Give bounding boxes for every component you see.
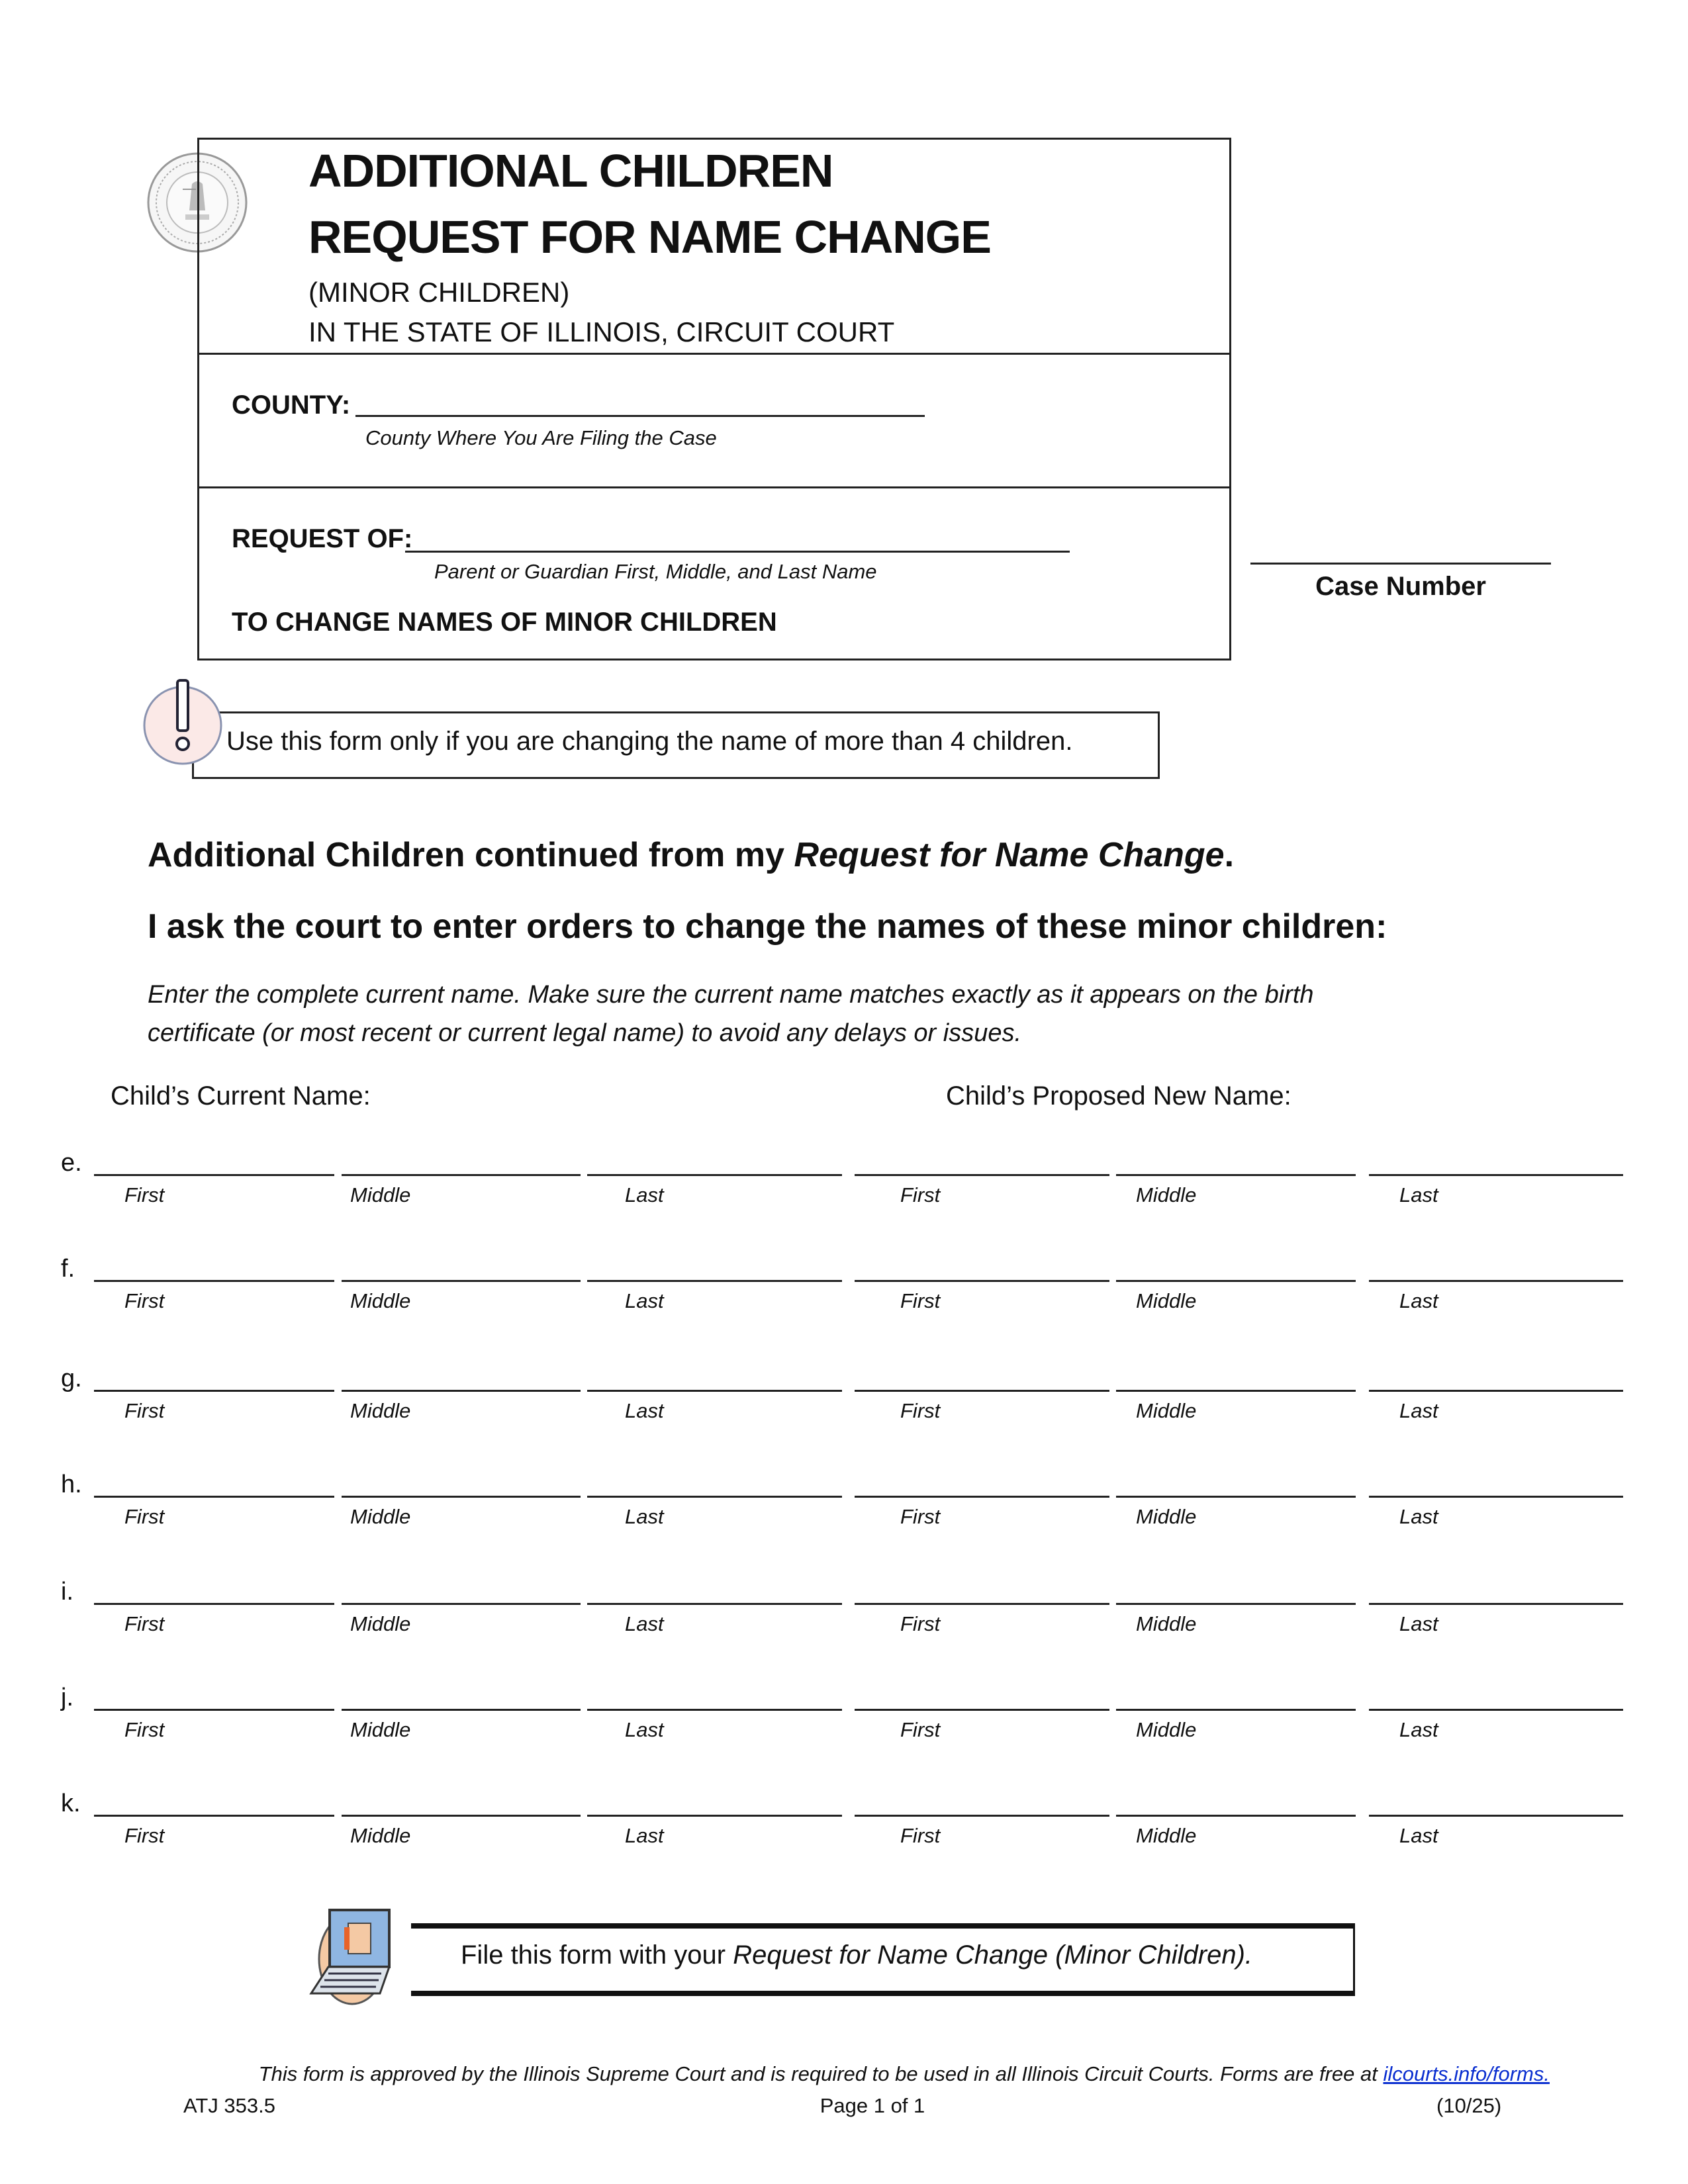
proposed-first-caption: First [900,1612,941,1635]
proposed-last-caption: Last [1399,1399,1438,1422]
current-last-caption: Last [625,1505,664,1528]
current-last-field[interactable] [587,1280,842,1282]
current-middle-caption: Middle [350,1183,411,1206]
current-middle-field[interactable] [342,1709,581,1711]
current-first-caption: First [124,1718,165,1741]
current-middle-field[interactable] [342,1390,581,1392]
current-last-caption: Last [625,1289,664,1312]
revision-date: (10/25) [1436,2094,1502,2117]
current-middle-field[interactable] [342,1603,581,1605]
county-caption: County Where You Are Filing the Case [365,426,717,449]
current-first-caption: First [124,1612,165,1635]
proposed-first-field[interactable] [855,1496,1109,1498]
current-last-field[interactable] [587,1815,842,1817]
county-field[interactable] [355,415,925,417]
proposed-first-field[interactable] [855,1603,1109,1605]
current-last-caption: Last [625,1183,664,1206]
proposed-last-caption: Last [1399,1718,1438,1741]
row-label: k. [61,1790,81,1817]
proposed-first-caption: First [900,1289,941,1312]
case-number-label: Case Number [1315,572,1486,601]
current-middle-caption: Middle [350,1289,411,1312]
current-first-caption: First [124,1289,165,1312]
proposed-middle-field[interactable] [1116,1280,1356,1282]
proposed-middle-field[interactable] [1116,1174,1356,1176]
form-id: ATJ 353.5 [183,2094,276,2117]
current-first-field[interactable] [94,1390,334,1392]
proposed-first-field[interactable] [855,1174,1109,1176]
proposed-first-caption: First [900,1399,941,1422]
current-last-field[interactable] [587,1174,842,1176]
current-middle-field[interactable] [342,1815,581,1817]
current-last-caption: Last [625,1824,664,1847]
instruction-line2: certificate (or most recent or current legal name) to avoid any delays or issues. [148,1019,1022,1047]
heading-ask-court: I ask the court to enter orders to change the names of these minor children: [148,907,1387,946]
proposed-middle-field[interactable] [1116,1496,1356,1498]
proposed-middle-caption: Middle [1136,1824,1197,1847]
divider [199,353,1229,355]
proposed-last-field[interactable] [1369,1280,1623,1282]
proposed-last-field[interactable] [1369,1709,1623,1711]
county-label: COUNTY: [232,390,351,420]
proposed-last-caption: Last [1399,1824,1438,1847]
request-of-label: REQUEST OF: [232,524,413,553]
case-number-field[interactable] [1250,563,1551,565]
current-first-field[interactable] [94,1815,334,1817]
current-first-field[interactable] [94,1496,334,1498]
proposed-last-field[interactable] [1369,1603,1623,1605]
request-of-caption: Parent or Guardian First, Middle, and Last Name [434,560,877,583]
current-middle-field[interactable] [342,1496,581,1498]
current-middle-caption: Middle [350,1718,411,1741]
current-last-caption: Last [625,1399,664,1422]
file-note-form-title: Request for Name Change (Minor Children). [733,1940,1253,1970]
proposed-first-caption: First [900,1183,941,1206]
proposed-middle-caption: Middle [1136,1612,1197,1635]
form-subtitle: (MINOR CHILDREN) [308,277,570,308]
form-title-line2: REQUEST FOR NAME CHANGE [308,211,991,263]
current-first-caption: First [124,1824,165,1847]
current-middle-caption: Middle [350,1399,411,1422]
court-name: IN THE STATE OF ILLINOIS, CIRCUIT COURT [308,316,895,347]
heading-continued [148,835,1234,875]
current-last-field[interactable] [587,1496,842,1498]
proposed-first-caption: First [900,1505,941,1528]
row-label: i. [61,1578,73,1606]
proposed-last-caption: Last [1399,1612,1438,1635]
proposed-name-header: Child’s Proposed New Name: [946,1081,1291,1111]
current-name-header: Child’s Current Name: [111,1081,371,1111]
to-change-label: TO CHANGE NAMES OF MINOR CHILDREN [232,608,777,637]
proposed-last-caption: Last [1399,1183,1438,1206]
current-first-field[interactable] [94,1709,334,1711]
row-label: j. [61,1684,73,1711]
proposed-first-caption: First [900,1824,941,1847]
notice-text: Use this form only if you are changing the name of more than 4 children. [226,727,1073,756]
file-note-plain: File this form with your [461,1940,733,1970]
current-middle-caption: Middle [350,1824,411,1847]
row-label: h. [61,1471,82,1498]
current-middle-caption: Middle [350,1612,411,1635]
file-note-text [461,1940,1252,1970]
laptop-icon [306,1906,418,2009]
current-middle-field[interactable] [342,1280,581,1282]
proposed-middle-caption: Middle [1136,1718,1197,1741]
proposed-middle-field[interactable] [1116,1390,1356,1392]
heading-form-title: Request for Name Change [794,836,1225,874]
approval-text: This form is approved by the Illinois Supreme Court and is required to be used in all Illinois Circuit Courts. Forms are free at [258,2062,1383,2085]
current-last-field[interactable] [587,1709,842,1711]
proposed-middle-caption: Middle [1136,1289,1197,1312]
current-middle-field[interactable] [342,1174,581,1176]
heading-punct: . [1224,836,1235,874]
proposed-last-field[interactable] [1369,1174,1623,1176]
current-first-field[interactable] [94,1280,334,1282]
footer-approval [148,2062,1550,2086]
current-first-caption: First [124,1505,165,1528]
current-first-caption: First [124,1399,165,1422]
exclamation-icon [142,678,228,774]
current-last-field[interactable] [587,1603,842,1605]
form-title-line1: ADDITIONAL CHILDREN [308,145,833,197]
instruction-line1: Enter the complete current name. Make sure the current name matches exactly as it appears on the birth [148,981,1314,1009]
proposed-middle-field[interactable] [1116,1815,1356,1817]
current-first-field[interactable] [94,1174,334,1176]
current-last-caption: Last [625,1718,664,1741]
proposed-first-field[interactable] [855,1815,1109,1817]
row-label: e. [61,1149,82,1177]
divider [199,486,1229,488]
current-middle-caption: Middle [350,1505,411,1528]
row-label: g. [61,1365,82,1392]
proposed-last-field[interactable] [1369,1815,1623,1817]
proposed-first-field[interactable] [855,1280,1109,1282]
proposed-first-caption: First [900,1718,941,1741]
proposed-middle-field[interactable] [1116,1603,1356,1605]
proposed-last-field[interactable] [1369,1496,1623,1498]
proposed-middle-caption: Middle [1136,1505,1197,1528]
proposed-first-field[interactable] [855,1390,1109,1392]
forms-link[interactable]: ilcourts.info/forms. [1383,2062,1550,2085]
current-first-field[interactable] [94,1603,334,1605]
proposed-middle-caption: Middle [1136,1183,1197,1206]
row-label: f. [61,1255,75,1283]
page-number: Page 1 of 1 [820,2094,925,2117]
proposed-middle-caption: Middle [1136,1399,1197,1422]
current-last-caption: Last [625,1612,664,1635]
proposed-middle-field[interactable] [1116,1709,1356,1711]
heading-text: Additional Children continued from my [148,836,794,874]
proposed-last-caption: Last [1399,1505,1438,1528]
current-first-caption: First [124,1183,165,1206]
current-last-field[interactable] [587,1390,842,1392]
proposed-last-caption: Last [1399,1289,1438,1312]
request-of-field[interactable] [405,551,1070,553]
proposed-last-field[interactable] [1369,1390,1623,1392]
proposed-first-field[interactable] [855,1709,1109,1711]
